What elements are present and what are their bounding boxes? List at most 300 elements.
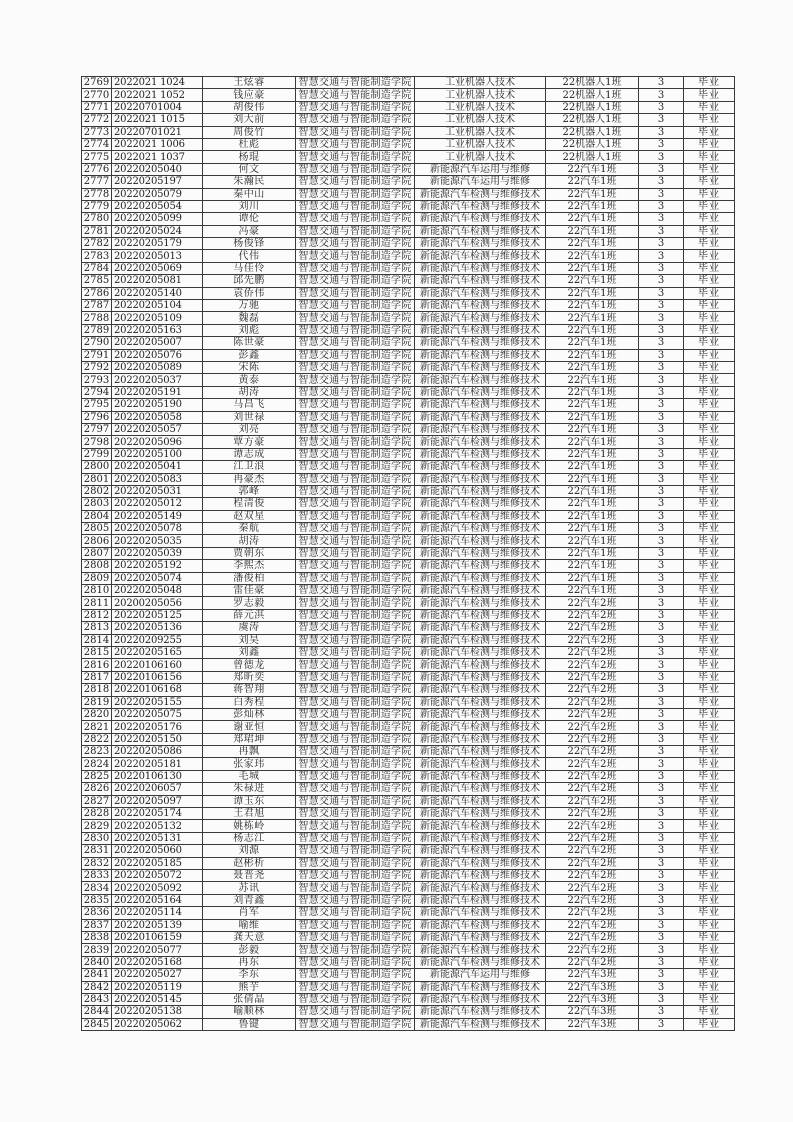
- table-row: [82, 399, 735, 411]
- status-cell: 毕业: [684, 374, 735, 386]
- table-row: [82, 485, 735, 497]
- student-name-cell: 秦中山: [203, 188, 296, 200]
- class-cell: 22汽车3班: [546, 1018, 639, 1030]
- sequence-number-cell: 2770: [82, 89, 112, 101]
- class-cell: 22机器人1班: [546, 89, 639, 101]
- student-name-cell: 陈世豪: [203, 337, 296, 349]
- table-row: [82, 423, 735, 435]
- class-cell: 22汽车2班: [546, 609, 639, 621]
- status-cell: 毕业: [684, 461, 735, 473]
- college-cell: 智慧交通与智能制造学院: [296, 733, 415, 745]
- student-name-cell: 罗志毅: [203, 597, 296, 609]
- student-name-cell: 苏讯: [203, 882, 296, 894]
- student-name-cell: 万驰: [203, 300, 296, 312]
- sequence-number-cell: 2830: [82, 832, 112, 844]
- status-cell: 毕业: [684, 473, 735, 485]
- status-cell: 毕业: [684, 312, 735, 324]
- sequence-number-cell: 2809: [82, 572, 112, 584]
- class-cell: 22汽车1班: [546, 585, 639, 597]
- sequence-number-cell: 2808: [82, 560, 112, 572]
- status-cell: 毕业: [684, 969, 735, 981]
- sequence-number-cell: 2799: [82, 448, 112, 460]
- table-row: [82, 770, 735, 782]
- years-cell: 3: [639, 572, 684, 584]
- sequence-number-cell: 2781: [82, 225, 112, 237]
- class-cell: 22汽车1班: [546, 238, 639, 250]
- status-cell: 毕业: [684, 114, 735, 126]
- status-cell: 毕业: [684, 200, 735, 212]
- years-cell: 3: [639, 361, 684, 373]
- student-id-cell: 20220205104: [112, 300, 203, 312]
- student-id-cell: 20220205072: [112, 870, 203, 882]
- student-id-cell: 20220205149: [112, 510, 203, 522]
- status-cell: 毕业: [684, 956, 735, 968]
- status-cell: 毕业: [684, 287, 735, 299]
- status-cell: 毕业: [684, 894, 735, 906]
- student-name-cell: 张倩晶: [203, 993, 296, 1005]
- student-name-cell: 龚天意: [203, 931, 296, 943]
- table-row: [82, 696, 735, 708]
- class-cell: 22机器人1班: [546, 114, 639, 126]
- major-cell: 新能源汽车检测与维修技术: [415, 981, 546, 993]
- years-cell: 3: [639, 944, 684, 956]
- major-cell: 新能源汽车检测与维修技术: [415, 386, 546, 398]
- student-id-cell: 20220205119: [112, 981, 203, 993]
- status-cell: 毕业: [684, 832, 735, 844]
- student-id-cell: 20220205035: [112, 535, 203, 547]
- years-cell: 3: [639, 832, 684, 844]
- sequence-number-cell: 2832: [82, 857, 112, 869]
- major-cell: 工业机器人技术: [415, 77, 546, 89]
- table-row: [82, 337, 735, 349]
- student-id-cell: 20220205074: [112, 572, 203, 584]
- class-cell: 22汽车1班: [546, 485, 639, 497]
- major-cell: 新能源汽车检测与维修技术: [415, 213, 546, 225]
- student-id-cell: 20220106156: [112, 671, 203, 683]
- status-cell: 毕业: [684, 646, 735, 658]
- student-id-cell: 20220701021: [112, 126, 203, 138]
- major-cell: 新能源汽车检测与维修技术: [415, 993, 546, 1005]
- class-cell: 22汽车2班: [546, 882, 639, 894]
- student-id-cell: 20220205086: [112, 746, 203, 758]
- college-cell: 智慧交通与智能制造学院: [296, 820, 415, 832]
- student-name-cell: 何文: [203, 163, 296, 175]
- sequence-number-cell: 2796: [82, 411, 112, 423]
- class-cell: 22汽车1班: [546, 473, 639, 485]
- table-row: [82, 733, 735, 745]
- major-cell: 新能源汽车检测与维修技术: [415, 634, 546, 646]
- student-name-cell: 刘昊: [203, 634, 296, 646]
- college-cell: 智慧交通与智能制造学院: [296, 770, 415, 782]
- college-cell: 智慧交通与智能制造学院: [296, 882, 415, 894]
- class-cell: 22汽车2班: [546, 684, 639, 696]
- sequence-number-cell: 2784: [82, 262, 112, 274]
- major-cell: 新能源汽车检测与维修技术: [415, 956, 546, 968]
- college-cell: 智慧交通与智能制造学院: [296, 993, 415, 1005]
- status-cell: 毕业: [684, 213, 735, 225]
- status-cell: 毕业: [684, 498, 735, 510]
- student-name-cell: 邱先鹏: [203, 275, 296, 287]
- college-cell: 智慧交通与智能制造学院: [296, 176, 415, 188]
- major-cell: 新能源汽车运用与维修: [415, 969, 546, 981]
- years-cell: 3: [639, 659, 684, 671]
- class-cell: 22汽车2班: [546, 646, 639, 658]
- table-row: [82, 795, 735, 807]
- years-cell: 3: [639, 485, 684, 497]
- years-cell: 3: [639, 820, 684, 832]
- class-cell: 22汽车1班: [546, 411, 639, 423]
- years-cell: 3: [639, 845, 684, 857]
- student-name-cell: 胡涛: [203, 535, 296, 547]
- college-cell: 智慧交通与智能制造学院: [296, 857, 415, 869]
- years-cell: 3: [639, 733, 684, 745]
- table-row: [82, 361, 735, 373]
- class-cell: 22汽车1班: [546, 300, 639, 312]
- student-name-cell: 谭志成: [203, 448, 296, 460]
- college-cell: 智慧交通与智能制造学院: [296, 510, 415, 522]
- student-id-cell: 20220205190: [112, 399, 203, 411]
- table-row: [82, 163, 735, 175]
- table-row: [82, 622, 735, 634]
- table-row: [82, 646, 735, 658]
- status-cell: 毕业: [684, 795, 735, 807]
- major-cell: 新能源汽车检测与维修技术: [415, 845, 546, 857]
- status-cell: 毕业: [684, 671, 735, 683]
- major-cell: 新能源汽车检测与维修技术: [415, 808, 546, 820]
- sequence-number-cell: 2778: [82, 188, 112, 200]
- sequence-number-cell: 2773: [82, 126, 112, 138]
- student-id-cell: 20220205136: [112, 622, 203, 634]
- sequence-number-cell: 2798: [82, 436, 112, 448]
- status-cell: 毕业: [684, 758, 735, 770]
- table-row: [82, 411, 735, 423]
- sequence-number-cell: 2775: [82, 151, 112, 163]
- student-id-cell: 20220205007: [112, 337, 203, 349]
- table-row: [82, 845, 735, 857]
- sequence-number-cell: 2845: [82, 1018, 112, 1030]
- student-name-cell: 彭鑫: [203, 349, 296, 361]
- student-id-cell: 20220205062: [112, 1018, 203, 1030]
- student-id-cell: 20220209255: [112, 634, 203, 646]
- years-cell: 3: [639, 1018, 684, 1030]
- years-cell: 3: [639, 956, 684, 968]
- table-row: [82, 919, 735, 931]
- major-cell: 新能源汽车检测与维修技术: [415, 448, 546, 460]
- student-id-cell: 20220205174: [112, 808, 203, 820]
- major-cell: 新能源汽车检测与维修技术: [415, 746, 546, 758]
- student-name-cell: 朱瀚民: [203, 176, 296, 188]
- years-cell: 3: [639, 907, 684, 919]
- status-cell: 毕业: [684, 275, 735, 287]
- student-id-cell: 20220205048: [112, 585, 203, 597]
- years-cell: 3: [639, 969, 684, 981]
- table-row: [82, 1006, 735, 1018]
- class-cell: 22汽车2班: [546, 721, 639, 733]
- table-row: [82, 77, 735, 89]
- class-cell: 22汽车2班: [546, 783, 639, 795]
- college-cell: 智慧交通与智能制造学院: [296, 547, 415, 559]
- years-cell: 3: [639, 337, 684, 349]
- years-cell: 3: [639, 671, 684, 683]
- major-cell: 新能源汽车检测与维修技术: [415, 238, 546, 250]
- student-name-cell: 谭伦: [203, 213, 296, 225]
- table-row: [82, 783, 735, 795]
- student-name-cell: 姚栋岭: [203, 820, 296, 832]
- status-cell: 毕业: [684, 597, 735, 609]
- status-cell: 毕业: [684, 634, 735, 646]
- student-name-cell: 钱应豪: [203, 89, 296, 101]
- college-cell: 智慧交通与智能制造学院: [296, 89, 415, 101]
- class-cell: 22汽车1班: [546, 176, 639, 188]
- college-cell: 智慧交通与智能制造学院: [296, 560, 415, 572]
- table-row: [82, 907, 735, 919]
- status-cell: 毕业: [684, 944, 735, 956]
- years-cell: 3: [639, 609, 684, 621]
- status-cell: 毕业: [684, 411, 735, 423]
- major-cell: 新能源汽车检测与维修技术: [415, 200, 546, 212]
- table-row: [82, 461, 735, 473]
- major-cell: 新能源汽车检测与维修技术: [415, 423, 546, 435]
- major-cell: 新能源汽车检测与维修技术: [415, 349, 546, 361]
- student-id-cell: 20220205040: [112, 163, 203, 175]
- student-name-cell: 谢亚恒: [203, 721, 296, 733]
- class-cell: 22汽车1班: [546, 547, 639, 559]
- table-row: [82, 1018, 735, 1030]
- years-cell: 3: [639, 684, 684, 696]
- class-cell: 22汽车2班: [546, 808, 639, 820]
- college-cell: 智慧交通与智能制造学院: [296, 746, 415, 758]
- table-row: [82, 870, 735, 882]
- sequence-number-cell: 2829: [82, 820, 112, 832]
- status-cell: 毕业: [684, 250, 735, 262]
- class-cell: 22机器人1班: [546, 77, 639, 89]
- table-row: [82, 721, 735, 733]
- table-row: [82, 250, 735, 262]
- major-cell: 新能源汽车检测与维修技术: [415, 275, 546, 287]
- class-cell: 22汽车1班: [546, 275, 639, 287]
- class-cell: 22汽车2班: [546, 733, 639, 745]
- major-cell: 新能源汽车检测与维修技术: [415, 523, 546, 535]
- class-cell: 22汽车2班: [546, 746, 639, 758]
- major-cell: 新能源汽车检测与维修技术: [415, 696, 546, 708]
- student-name-cell: 宋陈: [203, 361, 296, 373]
- college-cell: 智慧交通与智能制造学院: [296, 361, 415, 373]
- student-name-cell: 雷佳豪: [203, 585, 296, 597]
- years-cell: 3: [639, 498, 684, 510]
- years-cell: 3: [639, 250, 684, 262]
- class-cell: 22汽车2班: [546, 634, 639, 646]
- table-row: [82, 275, 735, 287]
- table-row: [82, 820, 735, 832]
- student-id-cell: 20220205039: [112, 547, 203, 559]
- major-cell: 新能源汽车检测与维修技术: [415, 783, 546, 795]
- class-cell: 22汽车1班: [546, 349, 639, 361]
- college-cell: 智慧交通与智能制造学院: [296, 262, 415, 274]
- status-cell: 毕业: [684, 572, 735, 584]
- status-cell: 毕业: [684, 300, 735, 312]
- table-row: [82, 138, 735, 150]
- student-name-cell: 鲁键: [203, 1018, 296, 1030]
- class-cell: 22汽车2班: [546, 758, 639, 770]
- college-cell: 智慧交通与智能制造学院: [296, 845, 415, 857]
- table-row: [82, 832, 735, 844]
- college-cell: 智慧交通与智能制造学院: [296, 795, 415, 807]
- status-cell: 毕业: [684, 931, 735, 943]
- status-cell: 毕业: [684, 448, 735, 460]
- class-cell: 22机器人1班: [546, 101, 639, 113]
- years-cell: 3: [639, 238, 684, 250]
- class-cell: 22汽车1班: [546, 312, 639, 324]
- sequence-number-cell: 2818: [82, 684, 112, 696]
- years-cell: 3: [639, 349, 684, 361]
- years-cell: 3: [639, 89, 684, 101]
- college-cell: 智慧交通与智能制造学院: [296, 250, 415, 262]
- student-id-cell: 20220106130: [112, 770, 203, 782]
- college-cell: 智慧交通与智能制造学院: [296, 572, 415, 584]
- major-cell: 新能源汽车检测与维修技术: [415, 646, 546, 658]
- student-name-cell: 贾朝东: [203, 547, 296, 559]
- table-row: [82, 510, 735, 522]
- status-cell: 毕业: [684, 361, 735, 373]
- college-cell: 智慧交通与智能制造学院: [296, 349, 415, 361]
- sequence-number-cell: 2782: [82, 238, 112, 250]
- sequence-number-cell: 2816: [82, 659, 112, 671]
- sequence-number-cell: 2802: [82, 485, 112, 497]
- student-name-cell: 熊芋: [203, 981, 296, 993]
- student-id-cell: 20220205060: [112, 845, 203, 857]
- table-row: [82, 659, 735, 671]
- college-cell: 智慧交通与智能制造学院: [296, 448, 415, 460]
- sequence-number-cell: 2822: [82, 733, 112, 745]
- table-row: [82, 585, 735, 597]
- status-cell: 毕业: [684, 89, 735, 101]
- status-cell: 毕业: [684, 423, 735, 435]
- sequence-number-cell: 2803: [82, 498, 112, 510]
- status-cell: 毕业: [684, 993, 735, 1005]
- major-cell: 新能源汽车检测与维修技术: [415, 770, 546, 782]
- major-cell: 新能源汽车检测与维修技术: [415, 461, 546, 473]
- college-cell: 智慧交通与智能制造学院: [296, 138, 415, 150]
- college-cell: 智慧交通与智能制造学院: [296, 188, 415, 200]
- class-cell: 22汽车1班: [546, 337, 639, 349]
- major-cell: 新能源汽车检测与维修技术: [415, 262, 546, 274]
- years-cell: 3: [639, 151, 684, 163]
- college-cell: 智慧交通与智能制造学院: [296, 485, 415, 497]
- table-row: [82, 448, 735, 460]
- table-row: [82, 609, 735, 621]
- status-cell: 毕业: [684, 585, 735, 597]
- sequence-number-cell: 2795: [82, 399, 112, 411]
- major-cell: 新能源汽车检测与维修技术: [415, 361, 546, 373]
- major-cell: 新能源汽车检测与维修技术: [415, 225, 546, 237]
- sequence-number-cell: 2826: [82, 783, 112, 795]
- table-row: [82, 89, 735, 101]
- student-id-cell: 20220205097: [112, 795, 203, 807]
- student-name-cell: 冉飘: [203, 746, 296, 758]
- years-cell: 3: [639, 808, 684, 820]
- student-id-cell: 20220106160: [112, 659, 203, 671]
- college-cell: 智慧交通与智能制造学院: [296, 919, 415, 931]
- years-cell: 3: [639, 870, 684, 882]
- student-id-cell: 20220106159: [112, 931, 203, 943]
- table-row: [82, 597, 735, 609]
- student-name-cell: 张家玮: [203, 758, 296, 770]
- college-cell: 智慧交通与智能制造学院: [296, 337, 415, 349]
- college-cell: 智慧交通与智能制造学院: [296, 523, 415, 535]
- table-row: [82, 101, 735, 113]
- roster-body: [82, 77, 735, 1031]
- status-cell: 毕业: [684, 696, 735, 708]
- student-id-cell: 20220205132: [112, 820, 203, 832]
- student-name-cell: 郭峰: [203, 485, 296, 497]
- student-name-cell: 刘大前: [203, 114, 296, 126]
- class-cell: 22汽车1班: [546, 535, 639, 547]
- student-name-cell: 冉东: [203, 956, 296, 968]
- table-row: [82, 758, 735, 770]
- college-cell: 智慧交通与智能制造学院: [296, 969, 415, 981]
- table-row: [82, 808, 735, 820]
- sequence-number-cell: 2836: [82, 907, 112, 919]
- class-cell: 22汽车1班: [546, 523, 639, 535]
- college-cell: 智慧交通与智能制造学院: [296, 225, 415, 237]
- college-cell: 智慧交通与智能制造学院: [296, 411, 415, 423]
- student-name-cell: 刘青鑫: [203, 894, 296, 906]
- college-cell: 智慧交通与智能制造学院: [296, 671, 415, 683]
- years-cell: 3: [639, 287, 684, 299]
- years-cell: 3: [639, 411, 684, 423]
- major-cell: 新能源汽车检测与维修技术: [415, 795, 546, 807]
- student-id-cell: 20220205140: [112, 287, 203, 299]
- years-cell: 3: [639, 436, 684, 448]
- major-cell: 新能源汽车检测与维修技术: [415, 894, 546, 906]
- status-cell: 毕业: [684, 746, 735, 758]
- major-cell: 工业机器人技术: [415, 89, 546, 101]
- table-row: [82, 188, 735, 200]
- student-name-cell: 杨志江: [203, 832, 296, 844]
- student-id-cell: 2022021 1037: [112, 151, 203, 163]
- student-id-cell: 20220205075: [112, 708, 203, 720]
- sequence-number-cell: 2769: [82, 77, 112, 89]
- class-cell: 22汽车1班: [546, 374, 639, 386]
- status-cell: 毕业: [684, 151, 735, 163]
- major-cell: 新能源汽车检测与维修技术: [415, 882, 546, 894]
- table-row: [82, 436, 735, 448]
- student-name-cell: 刘亮: [203, 423, 296, 435]
- sequence-number-cell: 2772: [82, 114, 112, 126]
- years-cell: 3: [639, 523, 684, 535]
- college-cell: 智慧交通与智能制造学院: [296, 114, 415, 126]
- major-cell: 新能源汽车检测与维修技术: [415, 324, 546, 336]
- student-name-cell: 谭玉东: [203, 795, 296, 807]
- class-cell: 22汽车2班: [546, 857, 639, 869]
- student-id-cell: 20220205179: [112, 238, 203, 250]
- years-cell: 3: [639, 721, 684, 733]
- sequence-number-cell: 2833: [82, 870, 112, 882]
- table-row: [82, 894, 735, 906]
- major-cell: 新能源汽车检测与维修技术: [415, 758, 546, 770]
- years-cell: 3: [639, 708, 684, 720]
- college-cell: 智慧交通与智能制造学院: [296, 312, 415, 324]
- sequence-number-cell: 2828: [82, 808, 112, 820]
- student-id-cell: 20220205089: [112, 361, 203, 373]
- sequence-number-cell: 2793: [82, 374, 112, 386]
- major-cell: 新能源汽车检测与维修技术: [415, 337, 546, 349]
- years-cell: 3: [639, 374, 684, 386]
- status-cell: 毕业: [684, 882, 735, 894]
- major-cell: 工业机器人技术: [415, 101, 546, 113]
- college-cell: 智慧交通与智能制造学院: [296, 374, 415, 386]
- college-cell: 智慧交通与智能制造学院: [296, 721, 415, 733]
